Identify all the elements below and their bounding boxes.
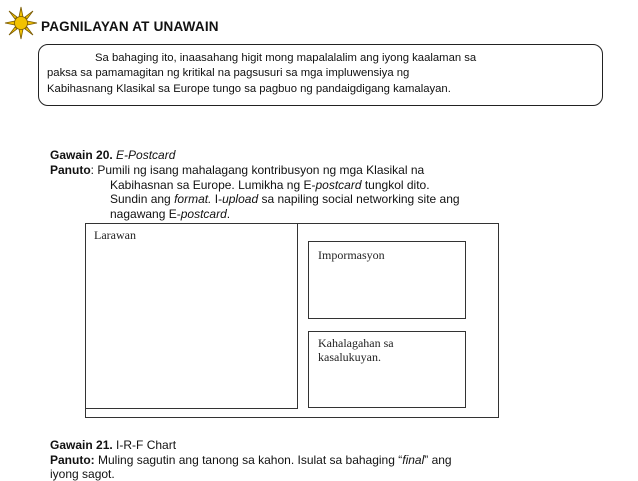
impormasyon-label: Impormasyon (318, 248, 385, 262)
postcard-divider (297, 223, 298, 409)
gawain-20-instructions: Panuto: Pumili ng isang mahalagang kontribusyon ng mga Klasikal na Kabihasnan sa Europe. Lumikha ng E-postcard tungkol dito. Sundin ang format. I-upload sa napiling social networking site ang nagawang E-postcard. (50, 163, 610, 221)
g21-line-1: Muling sagutin ang tanong sa kahon. Isulat sa bahaging “final” ang (98, 453, 452, 467)
instr-line-3: Sundin ang format. I-upload sa napiling social networking site ang (110, 192, 460, 207)
gawain-21-label: Gawain 21. (50, 438, 113, 452)
panuto-label: Panuto (50, 163, 91, 177)
gawain-21-instructions (50, 453, 610, 481)
gawain-21-heading (50, 438, 176, 452)
gawain-20-heading (50, 148, 175, 162)
intro-line-2: paksa sa pamamagitan ng kritikal na pagsusuri sa mga impluwensiya ng (47, 67, 410, 80)
intro-line-3: Kabihasnang Klasikal sa Europe tungo sa pagbuo ng pandaigdigang kamalayan. (47, 82, 451, 95)
g21-line-2: iyong sagot. (50, 467, 115, 481)
gawain-20-title: E-Postcard (116, 148, 176, 162)
instr-line-1: Pumili ng isang mahalagang kontribusyon ng mga Klasikal na (97, 163, 425, 177)
sun-icon (4, 6, 38, 40)
gawain-20-label: Gawain 20. (50, 148, 113, 162)
instr-line-4: nagawang E-postcard. (110, 206, 231, 221)
intro-box (38, 44, 603, 106)
intro-line-1: Sa bahaging ito, inaasahang higit mong mapalalalim ang iyong kaalaman sa (95, 52, 477, 64)
gawain-21-title: I-R-F Chart (116, 438, 177, 452)
instr-line-2: Kabihasnan sa Europe. Lumikha ng E-postcard tungkol dito. (110, 177, 430, 192)
section-title: PAGNILAYAN AT UNAWAIN (41, 19, 219, 34)
panuto-21-label: Panuto: (50, 453, 95, 467)
postcard-image-bottom-line (85, 408, 298, 409)
kahalagahan-label: Kahalagahan sa kasalukuyan. (318, 336, 394, 364)
larawan-label: Larawan (94, 228, 136, 242)
